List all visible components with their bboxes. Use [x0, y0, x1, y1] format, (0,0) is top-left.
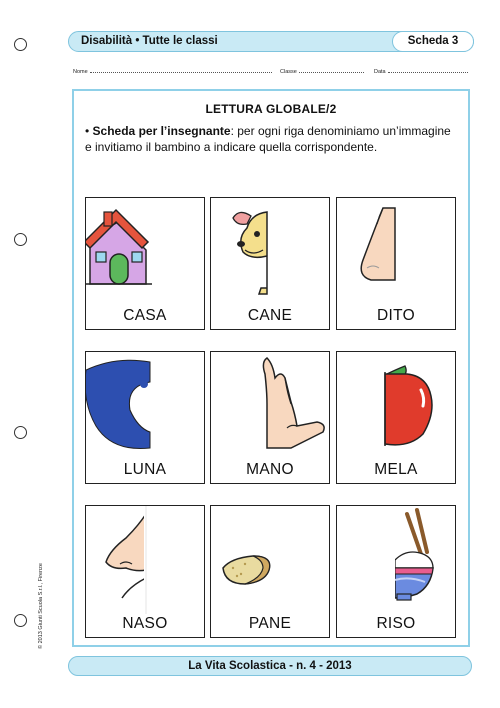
binder-hole-2 [14, 233, 27, 246]
date-field[interactable] [374, 68, 468, 75]
bread-half-icon [211, 506, 330, 614]
instructions-bold: Scheda per l’insegnante [92, 124, 231, 138]
picture-card-cane[interactable] [210, 197, 330, 330]
binder-hole-4 [14, 614, 27, 627]
rice-bowl-half-icon [337, 506, 456, 614]
name-field[interactable] [73, 68, 272, 75]
student-fields [73, 68, 473, 78]
finger-half-icon [337, 198, 456, 306]
class-field[interactable] [280, 68, 364, 75]
word-naso: NASO [122, 615, 168, 632]
word-casa: CASA [123, 307, 167, 324]
class-line[interactable] [299, 68, 364, 73]
worksheet-title: LETTURA GLOBALE/2 [205, 102, 337, 116]
binder-hole-1 [14, 38, 27, 51]
house-half-icon [86, 198, 205, 306]
date-line[interactable] [388, 68, 468, 73]
picture-card-riso[interactable] [336, 505, 456, 638]
word-luna: LUNA [123, 461, 167, 478]
binder-hole-3 [14, 426, 27, 439]
copyright-notice: © 2013 Giunti Scuola S.r.l., Firenze [38, 563, 44, 649]
picture-card-mela[interactable] [336, 351, 456, 484]
picture-card-pane[interactable] [210, 505, 330, 638]
word-riso: RISO [376, 615, 416, 632]
footer-text: La Vita Scolastica - n. 4 - 2013 [188, 660, 352, 672]
word-mela: MELA [374, 461, 418, 478]
name-line[interactable] [90, 68, 272, 73]
word-dito: DITO [377, 307, 415, 324]
picture-card-naso[interactable] [85, 505, 205, 638]
instructions [85, 124, 455, 155]
picture-card-dito[interactable] [336, 197, 456, 330]
word-cane: CANE [247, 307, 293, 324]
word-pane: PANE [248, 615, 292, 632]
hand-half-icon [211, 352, 330, 460]
picture-card-luna[interactable] [85, 351, 205, 484]
word-mano: MANO [246, 461, 294, 478]
instructions-bullet: • [85, 124, 90, 138]
instructions-text: : per ogni riga denominiamo un’immagine e invitiamo il bambino a indicare quella corrispondente. [85, 124, 451, 154]
header-bar [68, 31, 474, 52]
worksheet-card [72, 89, 470, 647]
footer-bar [68, 656, 472, 676]
name-label: Nome [73, 69, 88, 75]
class-label: Classe [280, 69, 297, 75]
date-label: Data [374, 69, 386, 75]
picture-card-mano[interactable] [210, 351, 330, 484]
picture-card-casa[interactable] [85, 197, 205, 330]
apple-half-icon [337, 352, 456, 460]
nose-half-icon [86, 506, 205, 614]
sheet-tab [392, 31, 474, 52]
sheet-label: Scheda 3 [407, 35, 459, 47]
moon-half-icon [86, 352, 205, 460]
header-section: Disabilità • Tutte le classi [81, 35, 218, 47]
dog-half-icon [211, 198, 330, 306]
